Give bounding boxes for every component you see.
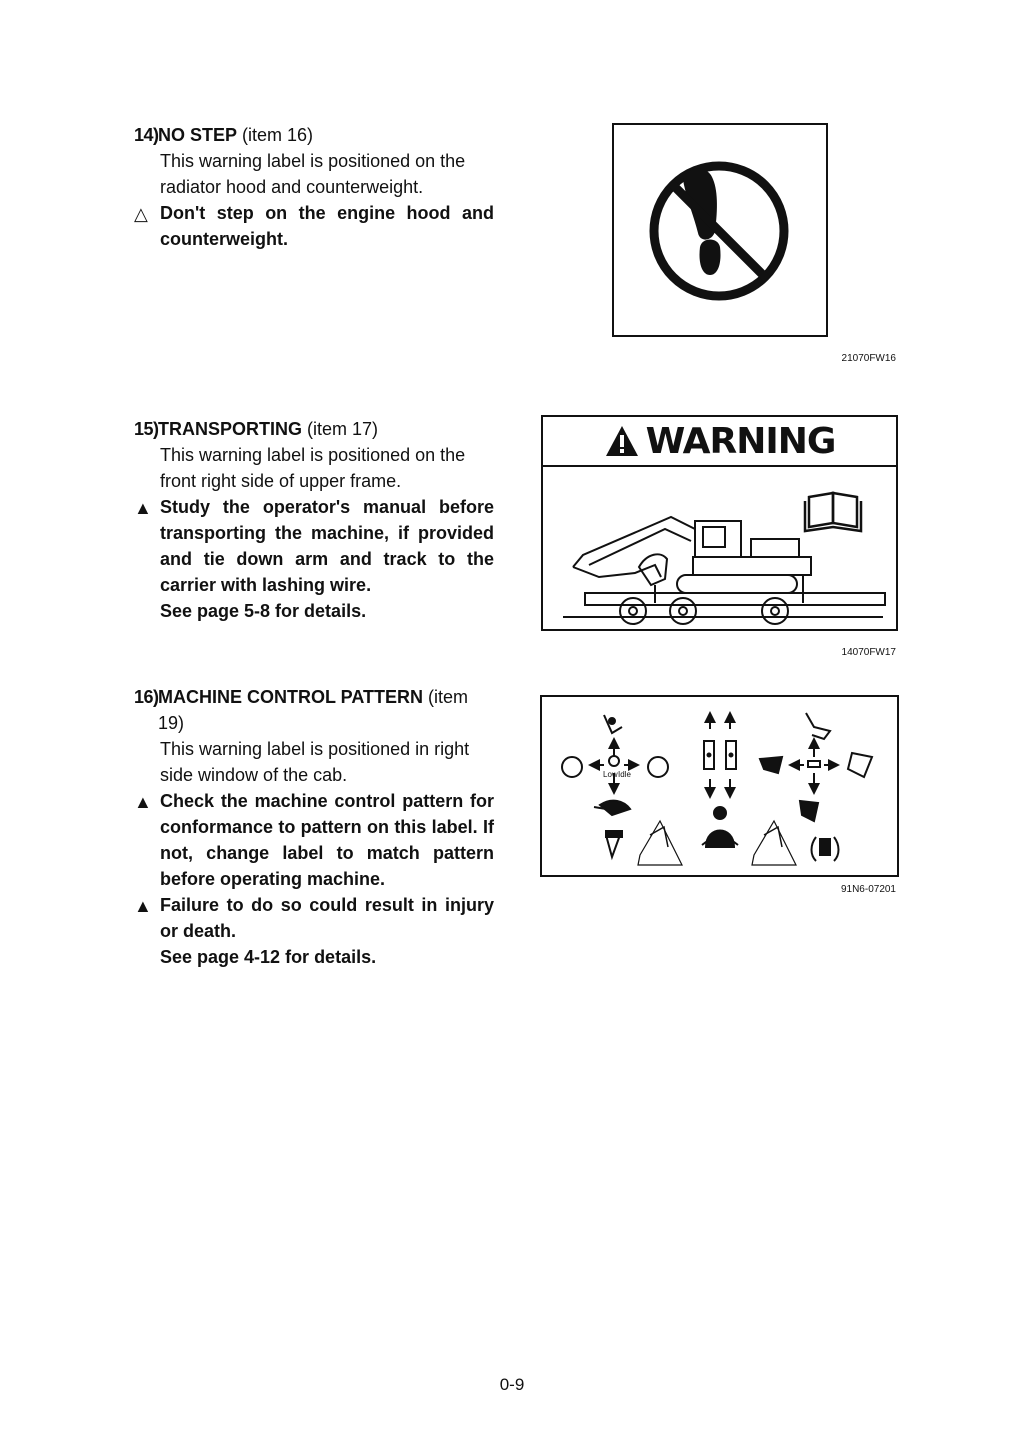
see-page-reference: See page 5-8 for details. — [160, 601, 367, 621]
no-step-icon — [654, 166, 784, 296]
warning-triangle-icon: ▲ — [134, 792, 152, 812]
manual-book-icon — [805, 493, 861, 531]
warning-note — [134, 200, 494, 252]
section-title: MACHINE CONTROL PATTERN — [158, 687, 423, 707]
warning-note — [134, 788, 494, 892]
transporting-label-figure — [541, 415, 898, 631]
idle-label: Idle — [618, 770, 631, 779]
section-transporting — [134, 416, 494, 624]
section-no-step — [134, 122, 494, 252]
travel-control-pattern — [702, 717, 738, 847]
page-number: 0-9 — [499, 1375, 525, 1394]
section-description: This warning label is positioned on the front right side of upper frame. — [160, 445, 466, 491]
section-item-ref: (item 16) — [242, 125, 314, 145]
section-number: 16) — [134, 687, 159, 707]
figure-code: 14070FW17 — [841, 647, 896, 658]
warning-triangle-icon: ▲ — [134, 896, 152, 916]
section-title: NO STEP — [158, 125, 238, 145]
warning-text: Failure to do so could result in injury or death. — [160, 895, 494, 941]
section-heading — [134, 416, 494, 442]
section-description: This warning label is positioned on the radiator hood and counterweight. — [160, 151, 466, 197]
excavator-on-trailer-illustration — [563, 517, 885, 624]
no-step-label-figure — [612, 123, 828, 337]
control-pattern-label-figure — [540, 695, 899, 877]
section-item-ref: (item 17) — [307, 419, 379, 439]
caution-triangle-icon: △ — [134, 204, 148, 224]
section-number: 14) — [134, 125, 159, 145]
section-item-ref: (item 19) — [158, 687, 469, 733]
section-title: TRANSPORTING — [158, 419, 302, 439]
warning-note — [134, 494, 494, 598]
section-heading — [134, 684, 494, 736]
figure-code: 91N6-07201 — [840, 884, 896, 895]
low-label: Low — [603, 770, 618, 779]
section-number: 15) — [134, 419, 159, 439]
section-machine-control-pattern — [134, 684, 494, 970]
see-page-reference: See page 4-12 for details. — [160, 947, 377, 967]
warning-banner — [543, 417, 896, 467]
warning-text: Check the machine control pattern for conformance to pattern on this label. If not, change label to match pattern before operating machine. — [160, 791, 494, 889]
warning-banner-text: WARNING — [645, 420, 836, 462]
warning-triangle-icon: ▲ — [134, 498, 152, 518]
warning-text: Don't step on the engine hood and counterweight. — [160, 203, 494, 249]
warning-note — [134, 892, 494, 944]
warning-triangle-icon — [604, 424, 640, 458]
right-control-pattern — [752, 713, 872, 865]
section-description: This warning label is positioned in right side window of the cab. — [160, 739, 470, 785]
section-heading — [134, 122, 494, 148]
figure-code: 21070FW16 — [841, 353, 896, 364]
warning-text: Study the operator's manual before transporting the machine, if provided and tie down arm and track to the carrier with lashing wire. — [160, 497, 494, 595]
left-control-pattern — [562, 715, 682, 865]
